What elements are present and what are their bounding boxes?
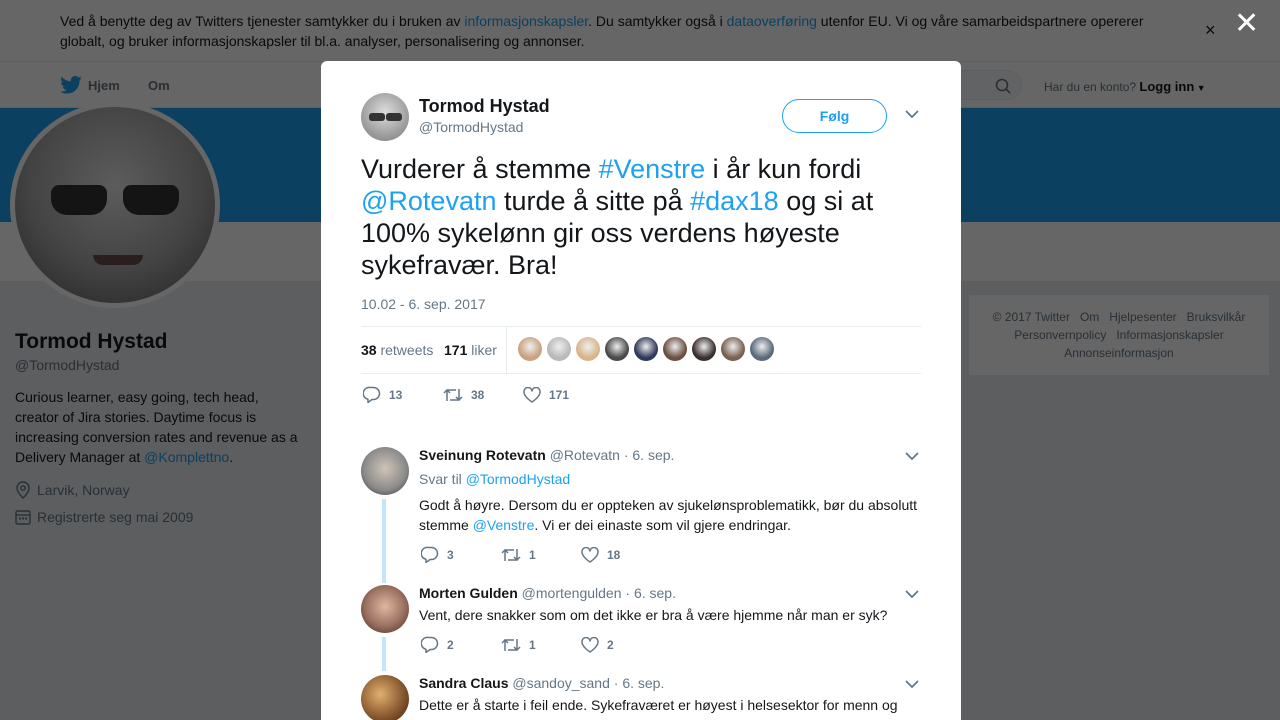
tweet-text-segment: Vurderer å stemme [361,154,599,184]
liker-avatar[interactable] [547,337,571,361]
retweet-button[interactable]: 38 [443,387,523,403]
liker-avatar[interactable] [692,337,716,361]
reply-to: Svar til @TormodHystad [419,471,571,487]
liker-avatar[interactable] [721,337,745,361]
reply-text: Vent, dere snakker som om det ikke er bra å være hjemme når man er syk? [419,607,888,623]
reply-button[interactable]: 3 [421,546,501,563]
heart-icon [523,387,541,403]
tweet-modal [321,61,961,720]
liker-avatar[interactable] [634,337,658,361]
mention-link[interactable]: @Venstre [472,517,535,533]
retweet-icon [443,387,463,403]
like-stat[interactable]: 171 liker [444,342,497,358]
liker-avatars [518,337,774,361]
tweet-link[interactable]: #dax18 [690,186,779,216]
reply-header: Sveinung Rotevatn @Rotevatn · 6. sep. [419,447,675,463]
chevron-down-icon[interactable] [905,109,919,119]
reply-icon [363,386,381,403]
reply-header: Sandra Claus @sandoy_sand · 6. sep. [419,675,665,691]
tweet-text [361,153,931,281]
liker-avatar[interactable] [663,337,687,361]
tweet-text-segment: i år kun fordi [705,154,862,184]
tweet-text-segment: turde å sitte på [496,186,691,216]
liker-avatar[interactable] [750,337,774,361]
retweet-button[interactable]: 1 [501,637,581,653]
reply-icon [421,546,439,563]
reply-text: Dette er å starte i feil ende. Sykefraværet er høyest i helsesektor for menn og [419,697,898,713]
retweet-button[interactable]: 1 [501,547,581,563]
tweet-text-segment: og si at 100% sykelønn gir oss verdens høyeste sykefravær. Bra! [361,186,874,280]
reply-tweet[interactable] [361,675,921,720]
tweet-author-name[interactable]: Tormod Hystad [419,96,550,116]
reply-text: Godt å høyre. Dersom du er oppteken av sjukelønsproblematikk, bør du absolutt stemme @Venstre. Vi er dei einaste som vil gjere endringar. [419,497,918,533]
reply-actions [421,546,620,563]
heart-icon [581,547,599,563]
reply-icon [421,636,439,653]
tweet-stats [361,326,921,374]
chevron-down-icon[interactable] [905,589,919,599]
reply-avatar[interactable] [361,447,409,495]
retweet-icon [501,637,521,653]
liker-avatar[interactable] [518,337,542,361]
heart-icon [581,637,599,653]
reply-actions [421,636,614,653]
divider [506,327,507,373]
tweet-link[interactable]: @Rotevatn [361,186,497,216]
like-button[interactable]: 171 [523,387,569,403]
like-button[interactable]: 18 [581,547,620,563]
liker-avatar[interactable] [576,337,600,361]
tweet-actions [363,386,569,403]
reply-tweet[interactable] [361,447,921,577]
tweet-timestamp[interactable]: 10.02 - 6. sep. 2017 [361,296,486,312]
tweet-link[interactable]: #Venstre [598,154,706,184]
follow-button[interactable]: Følg [782,99,887,133]
chevron-down-icon[interactable] [905,451,919,461]
close-modal-button[interactable]: ✕ [1234,7,1260,40]
retweet-stat[interactable]: 38 retweets [361,342,434,358]
tweet-author-avatar[interactable] [361,93,409,141]
thread-line [382,637,386,671]
thread-line [382,499,386,583]
tweet-author-handle[interactable]: @TormodHystad [419,119,524,135]
reply-avatar[interactable] [361,585,409,633]
retweet-icon [501,547,521,563]
reply-avatar[interactable] [361,675,409,720]
reply-header: Morten Gulden @mortengulden · 6. sep. [419,585,676,601]
like-button[interactable]: 2 [581,637,614,653]
reply-button[interactable]: 2 [421,636,501,653]
reply-tweet[interactable] [361,585,921,675]
liker-avatar[interactable] [605,337,629,361]
chevron-down-icon[interactable] [905,679,919,689]
reply-button[interactable]: 13 [363,386,443,403]
